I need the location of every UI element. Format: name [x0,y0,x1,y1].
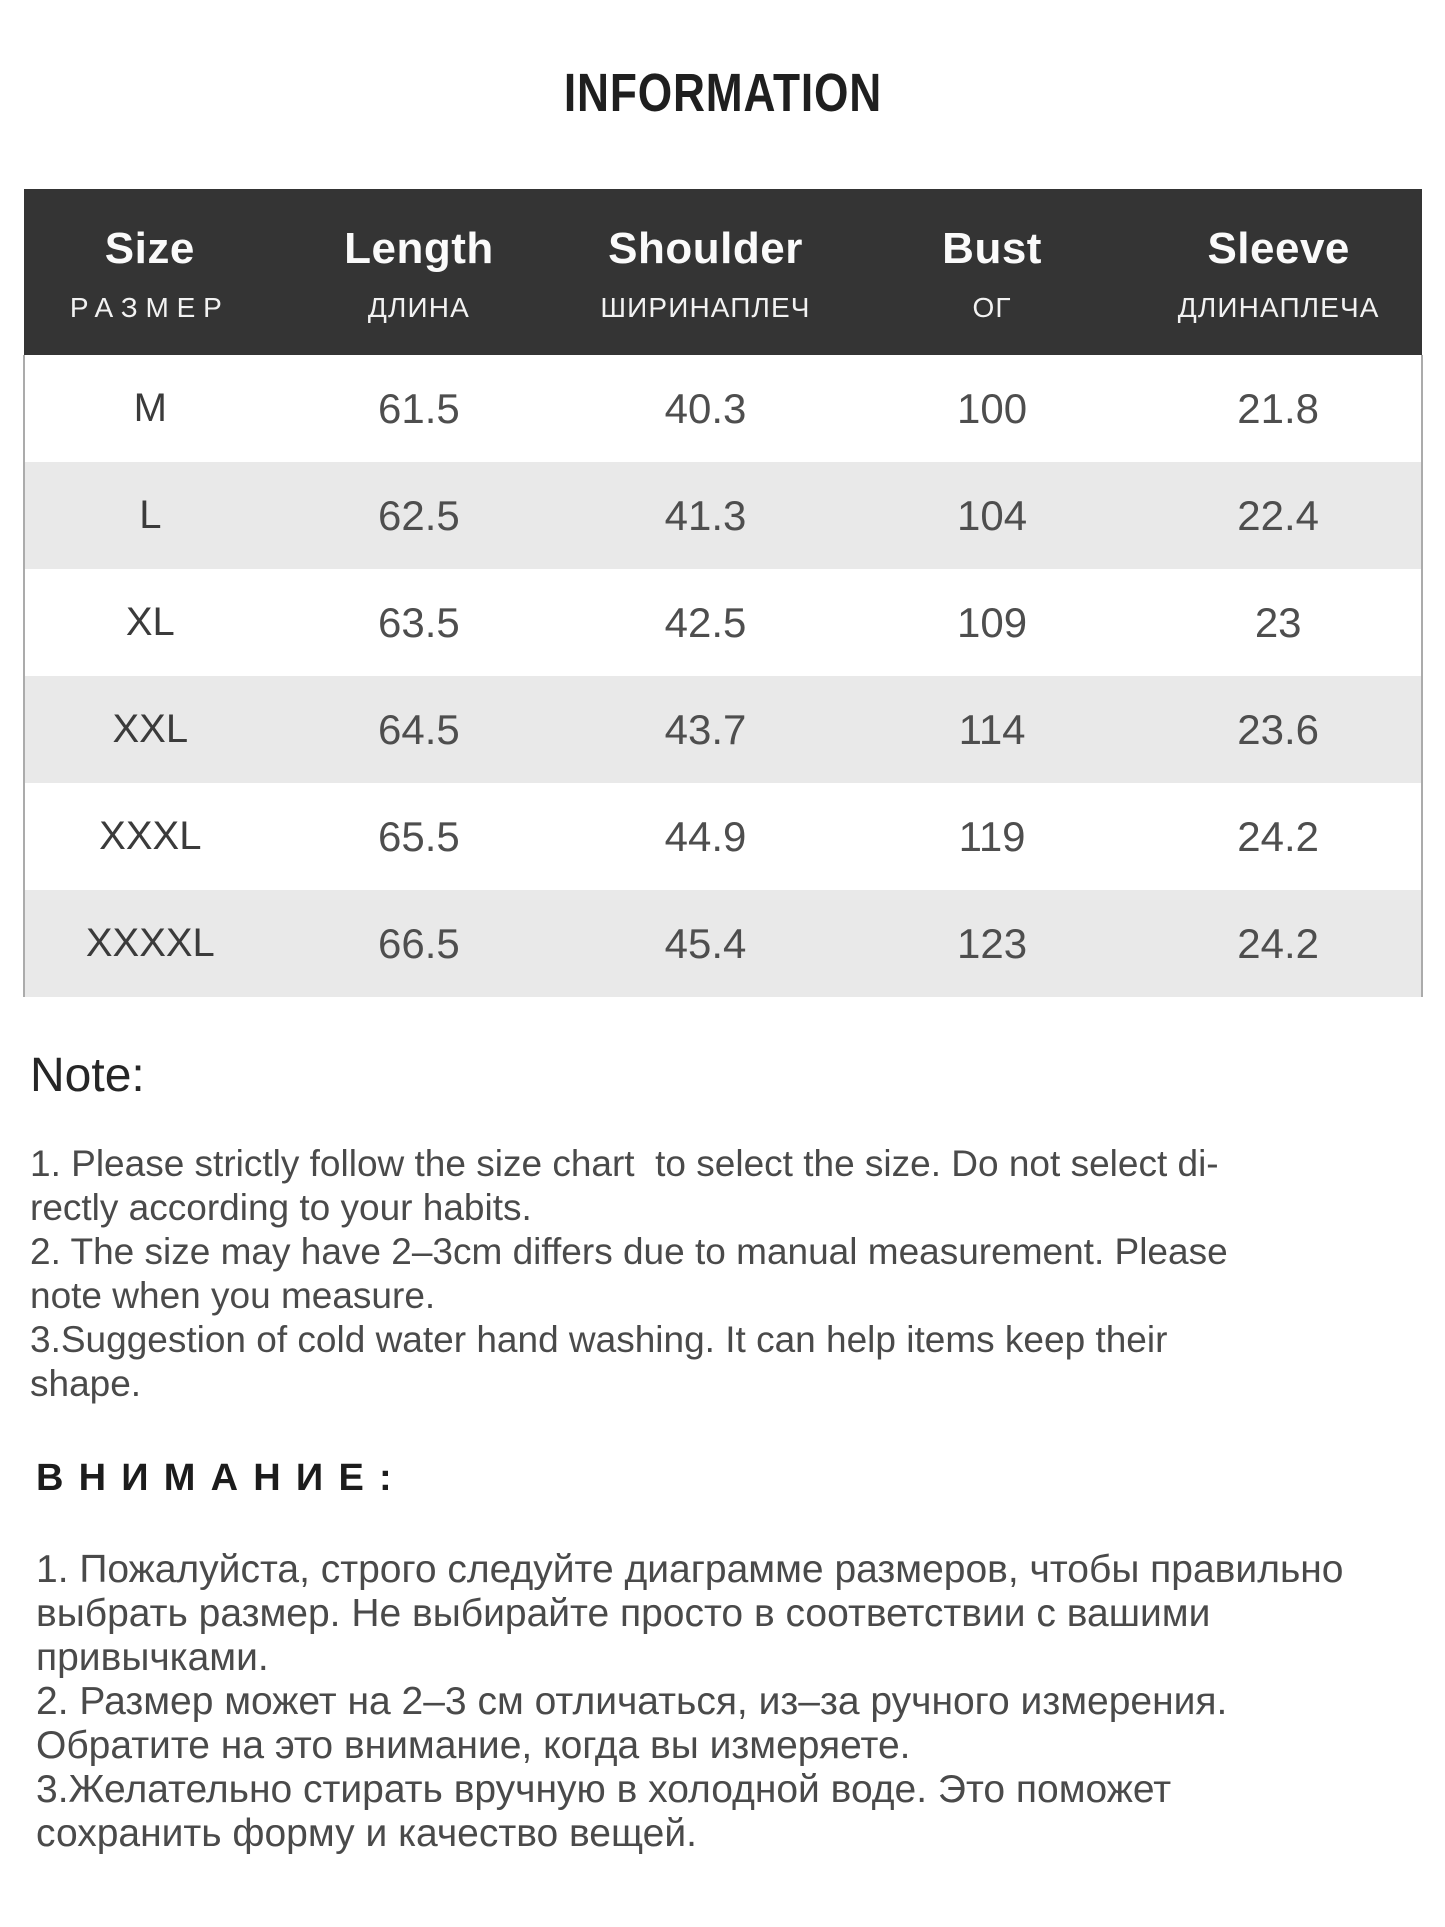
cell-sleeve: 24.2 [1135,890,1422,997]
attention-section [36,1456,1428,1856]
col-header-size-en: Size [104,224,195,273]
cell-shoulder: 42.5 [562,569,849,676]
cell-size: XXXL [24,783,276,890]
col-header-shoulder-en: Shoulder [608,224,803,273]
cell-length: 66.5 [276,890,563,997]
cell-shoulder: 44.9 [562,783,849,890]
attention-line: привычками. [36,1636,269,1679]
cell-shoulder: 43.7 [562,676,849,783]
table-row-xxxxl [24,890,1422,997]
col-header-bust [849,189,1136,355]
cell-sleeve: 22.4 [1135,462,1422,569]
note-section [30,1050,1422,1406]
table-row-xxxl [24,783,1422,890]
cell-shoulder: 45.4 [562,890,849,997]
attention-line: 2. Размер может на 2–3 см отличаться, из–за ручного измерения. [36,1680,1228,1723]
attention-heading: ВНИМАНИЕ: [36,1457,407,1499]
cell-length: 65.5 [276,783,563,890]
cell-bust: 119 [849,783,1136,890]
page-title: INFORMATION [563,63,882,123]
cell-length: 64.5 [276,676,563,783]
size-table-body [24,355,1422,997]
table-row-xl [24,569,1422,676]
col-header-bust-ru: ОГ [972,292,1012,323]
col-header-shoulder [562,189,849,355]
note-heading: Note: [30,1049,145,1102]
cell-sleeve: 23 [1135,569,1422,676]
size-table [23,189,1423,997]
cell-size: XXXXL [24,890,276,997]
note-line: 1. Please strictly follow the size chart to select the size. Do not select di- [30,1143,1219,1184]
cell-size: L [24,462,276,569]
attention-line: 3.Желательно стирать вручную в холодной воде. Это поможет [36,1768,1172,1811]
col-header-sleeve [1135,189,1422,355]
size-chart [23,189,1423,997]
attention-line: сохранить форму и качество вещей. [36,1812,697,1855]
cell-shoulder: 40.3 [562,355,849,462]
attention-line: выбрать размер. Не выбирайте просто в соответствии с вашими [36,1592,1211,1635]
cell-shoulder: 41.3 [562,462,849,569]
col-header-sleeve-ru: ДЛИНАПЛЕЧА [1177,292,1380,323]
cell-sleeve: 24.2 [1135,783,1422,890]
cell-size: XL [24,569,276,676]
cell-length: 61.5 [276,355,563,462]
page-title-wrap [0,62,1445,124]
col-header-length [276,189,563,355]
col-header-size-ru: РАЗМЕР [69,292,230,323]
cell-bust: 100 [849,355,1136,462]
size-table-header [24,189,1422,355]
table-row-l [24,462,1422,569]
cell-size: M [24,355,276,462]
note-line: note when you measure. [30,1275,436,1316]
cell-bust: 109 [849,569,1136,676]
note-text [30,1142,1422,1406]
note-line: rectly according to your habits. [30,1187,532,1228]
table-row-m [24,355,1422,462]
cell-length: 63.5 [276,569,563,676]
col-header-length-en: Length [344,224,494,273]
cell-bust: 104 [849,462,1136,569]
col-header-bust-en: Bust [942,224,1042,273]
cell-length: 62.5 [276,462,563,569]
attention-line: 1. Пожалуйста, строго следуйте диаграмме размеров, чтобы правильно [36,1548,1344,1591]
cell-bust: 114 [849,676,1136,783]
cell-size: XXL [24,676,276,783]
col-header-size [24,189,276,355]
col-header-sleeve-en: Sleeve [1207,224,1350,273]
cell-sleeve: 21.8 [1135,355,1422,462]
attention-text [36,1548,1428,1856]
table-row-xxl [24,676,1422,783]
note-line: 3.Suggestion of cold water hand washing. It can help items keep their [30,1319,1168,1360]
note-line: 2. The size may have 2–3cm differs due to manual measurement. Please [30,1231,1228,1272]
col-header-shoulder-ru: ШИРИНАПЛЕЧ [600,292,811,323]
col-header-length-ru: ДЛИНА [367,292,470,323]
cell-bust: 123 [849,890,1136,997]
note-line: shape. [30,1363,142,1404]
header-row [24,189,1422,355]
cell-sleeve: 23.6 [1135,676,1422,783]
attention-line: Обратите на это внимание, когда вы измеряете. [36,1724,911,1767]
